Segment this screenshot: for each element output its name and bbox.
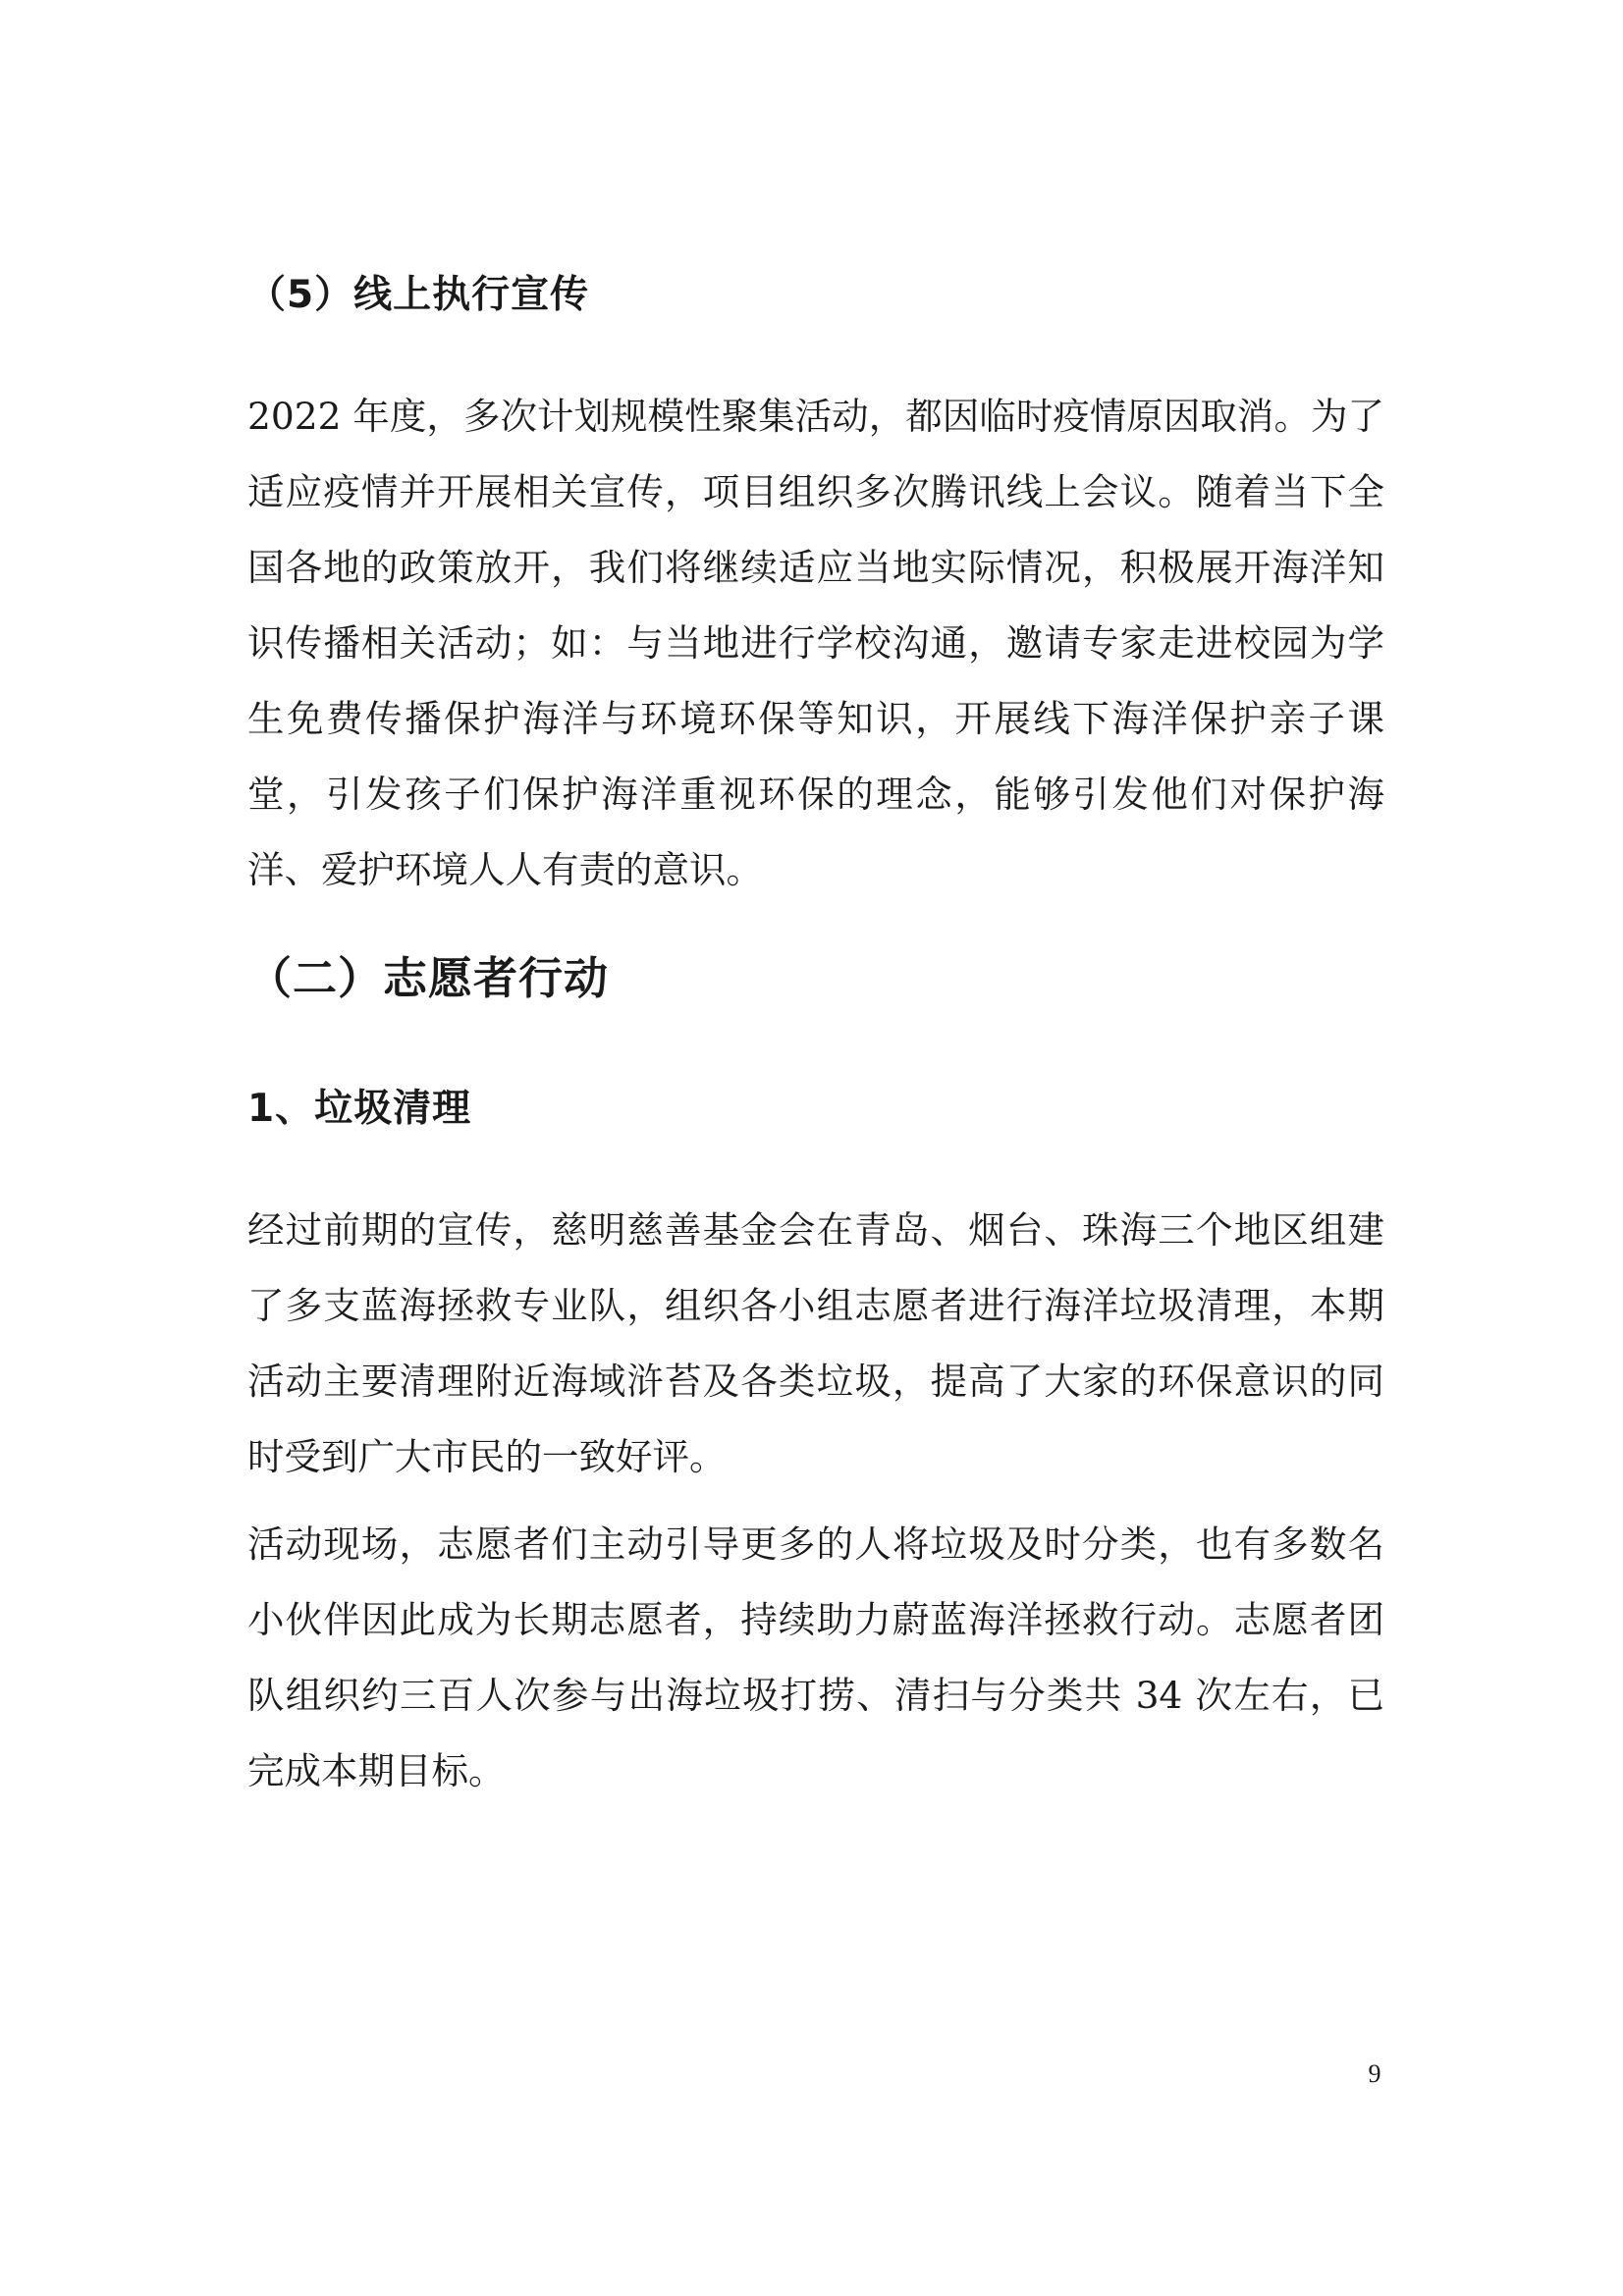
heading-online-promotion: （5）线上执行宣传 [247, 273, 590, 317]
heading-garbage-cleanup: 1、垃圾清理 [247, 1087, 472, 1131]
page-number: 9 [1368, 2059, 1381, 2088]
paragraph-online-promotion: 2022 年度，多次计划规模性聚集活动，都因临时疫情原因取消。为了适应疫情并开展相关宣传，项目组织多次腾讯线上会议。随着当下全国各地的政策放开，我们将继续适应当地实际情况，积极展开海洋知识传播相关活动；如：与当地进行学校沟通，邀请专家走进校园为学生免费传播保护海洋与环境环保等知识，开展线下海洋保护亲子课堂，引发孩子们保护海洋重视环保的理念，能够引发他们对保护海洋、爱护环境人人有责的意识。 [247, 395, 1384, 891]
paragraph-cleanup-1: 经过前期的宣传，慈明慈善基金会在青岛、烟台、珠海三个地区组建了多支蓝海拯救专业队，组织各小组志愿者进行海洋垃圾清理，本期活动主要清理附近海域浒苔及各类垃圾，提高了大家的环保意识的同时受到广大市民的一致好评。 [247, 1208, 1384, 1478]
paragraph-cleanup-2: 活动现场，志愿者们主动引导更多的人将垃圾及时分类，也有多数名小伙伴因此成为长期志愿者，持续助力蔚蓝海洋拯救行动。志愿者团队组织约三百人次参与出海垃圾打捞、清扫与分类共 34 次左右，已完成本期目标。 [247, 1522, 1384, 1792]
heading-volunteer-action: （二）志愿者行动 [247, 952, 610, 1004]
